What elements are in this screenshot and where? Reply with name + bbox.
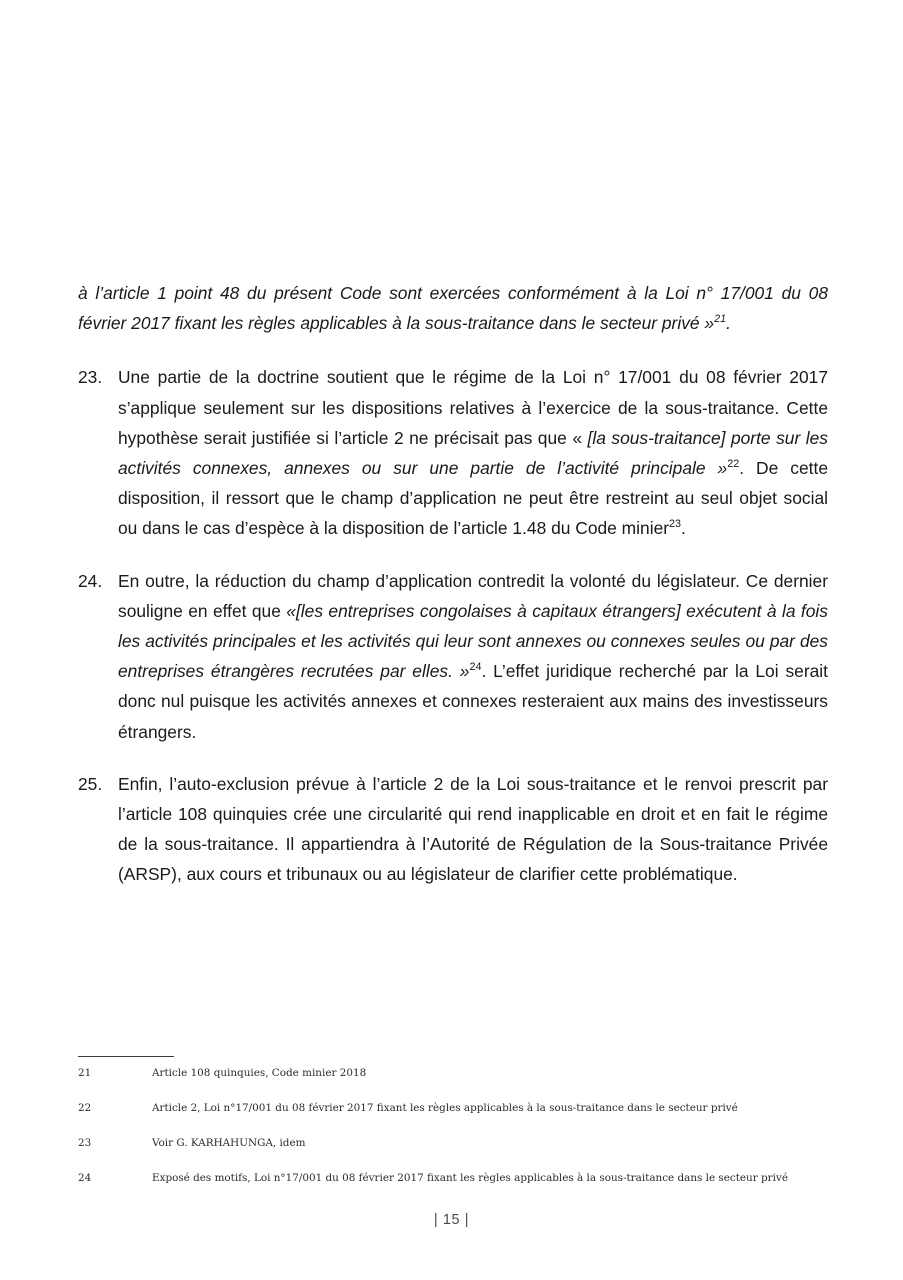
footnote-number: 22 bbox=[78, 1102, 92, 1114]
paragraph-text bbox=[118, 362, 828, 543]
numbered-paragraph bbox=[78, 362, 828, 543]
paragraph-text bbox=[118, 566, 828, 747]
paragraph-number: 23. bbox=[78, 367, 103, 388]
paragraph-segment: . De cette disposition, il ressort que le champ d’application ne peut être restreint au seul objet social ou dans le cas d’espèce à la disposition de l’article 1.48 du Code minier bbox=[118, 458, 828, 539]
paragraph-segment: . bbox=[681, 518, 686, 539]
footnote-list bbox=[78, 1066, 828, 1186]
paragraph-segment: Enfin, l’auto-exclusion prévue à l’article 2 de la Loi sous-traitance et le renvoi prescrit par l’article 108 quinquies crée une circularité qui rend inapplicable en droit et en fait le régime de la sous-traitance. Il appartiendra à l’Autorité de Régulation de la Sous-traitance Privée (ARSP), aux cours et tribunaux ou au législateur de clarifier cette problématique. bbox=[118, 773, 828, 885]
lead-paragraph-text bbox=[78, 278, 828, 338]
page-number: | 15 | bbox=[433, 1212, 470, 1228]
numbered-paragraph bbox=[78, 769, 828, 890]
numbered-paragraph-list bbox=[78, 362, 828, 889]
numbered-paragraph bbox=[78, 566, 828, 747]
footnote-section bbox=[78, 1056, 828, 1186]
paragraph-segment: « bbox=[572, 427, 588, 448]
footnote-number: 23 bbox=[78, 1137, 92, 1149]
footnote-entry bbox=[78, 1066, 828, 1081]
footnote-number: 24 bbox=[78, 1172, 92, 1184]
paragraph-segment: En outre, la réduction du champ d’application contredit la volonté du législateur. Ce dernier souligne en effet que bbox=[118, 570, 828, 621]
page-footer bbox=[0, 1212, 903, 1228]
footnote-text: Exposé des motifs, Loi n°17/001 du 08 février 2017 fixant les règles applicables à la sous-traitance dans le secteur privé bbox=[152, 1172, 788, 1184]
footnote-ref-24[interactable]: 24 bbox=[469, 661, 482, 674]
paragraph-segment: . L’effet juridique recherché par la Loi serait donc nul puisque les activités annexes et connexes resteraient aux mains des investisseurs étrangers. bbox=[118, 661, 828, 742]
lead-paragraph-quote: à l’article 1 point 48 du présent Code sont exercées conformément à la Loi n° 17/001 du 08 février 2017 fixant les règles applicables à la sous-traitance dans le secteur privé » bbox=[78, 283, 828, 334]
footnote-entry bbox=[78, 1136, 828, 1151]
footnote-number: 21 bbox=[78, 1067, 92, 1079]
footnote-text: Voir G. KARHAHUNGA, idem bbox=[152, 1137, 306, 1149]
footnote-entry bbox=[78, 1171, 828, 1186]
lead-paragraph-period: . bbox=[726, 313, 731, 334]
footnote-ref-23[interactable]: 23 bbox=[669, 518, 682, 531]
paragraph-number: 24. bbox=[78, 570, 103, 591]
quoted-italic-text: [la sous-traitance] porte sur les activités connexes, annexes ou sur une partie de l’activité principale » bbox=[118, 427, 828, 479]
footnote-text: Article 2, Loi n°17/001 du 08 février 2017 fixant les règles applicables à la sous-traitance dans le secteur privé bbox=[152, 1102, 738, 1114]
body-content bbox=[78, 278, 828, 890]
footnote-ref-21[interactable]: 21 bbox=[714, 313, 727, 326]
paragraph-segment: Une partie de la doctrine soutient que le régime de la Loi n° 17/001 du 08 février 2017 s’applique seulement sur les dispositions relatives à l’exercice de la sous-traitance. Cette hypothèse serait justifiée si l’article 2 ne précisait pas que bbox=[118, 367, 828, 448]
footnote-ref-22[interactable]: 22 bbox=[727, 458, 740, 471]
quoted-italic-text: «[les entreprises congolaises à capitaux étrangers] exécutent à la fois les activités principales et les activités qui leur sont annexes ou connexes seules ou par des entreprises étrangères recrutées par elles. » bbox=[118, 600, 828, 682]
footnote-separator-rule bbox=[78, 1056, 174, 1057]
paragraph-number: 25. bbox=[78, 773, 103, 794]
lead-paragraph bbox=[78, 278, 828, 338]
footnote-text: Article 108 quinquies, Code minier 2018 bbox=[152, 1067, 367, 1079]
paragraph-text bbox=[118, 769, 828, 890]
footnote-entry bbox=[78, 1101, 828, 1116]
